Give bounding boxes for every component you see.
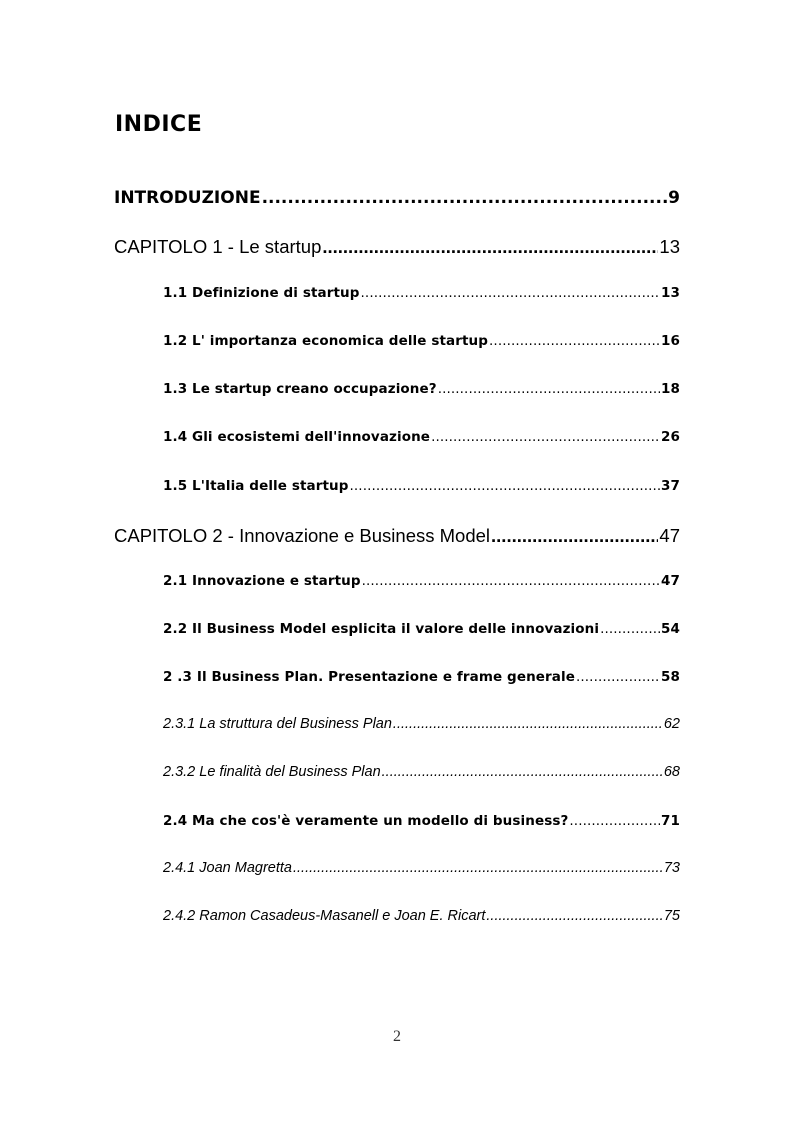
toc-entry-label: 2.4.2 Ramon Casadeus-Masanell e Joan E. Ricart [163,908,486,924]
dot-leader [393,716,663,732]
toc-entry-page: 9 [668,188,680,208]
toc-entry-page: 73 [663,860,680,876]
toc-entry-page: 54 [661,621,680,637]
toc-entry-label: 2.1 Innovazione e startup [163,573,361,589]
toc-entry-label: 1.5 L'Italia delle startup [163,478,349,494]
dot-leader [262,188,668,208]
toc-entry-label: 1.4 Gli ecosistemi dell'innovazione [163,429,431,445]
toc-entry-label: CAPITOLO 1 - Le startup [114,236,322,257]
toc-entry-label: 1.1 Definizione di startup [163,285,360,301]
toc-entry-label: 1.2 L' importanza economica delle startup [163,333,489,349]
toc-entry-2-1[interactable] [163,573,680,589]
page-title: INDICE [115,112,203,137]
dot-leader [486,908,662,924]
dot-leader [293,860,663,876]
dot-leader [382,764,663,780]
toc-entry-label: 2.3.2 Le finalità del Business Plan [163,764,381,780]
toc-entry-label: 2 .3 Il Business Plan. Presentazione e frame generale [163,669,575,685]
dot-leader [350,478,660,494]
toc-entry-label: 2.3.1 La struttura del Business Plan [163,716,392,732]
toc-entry-label: 1.3 Le startup creano occupazione? [163,381,437,397]
toc-entry-page: 58 [661,669,680,685]
toc-entry-page: 71 [661,813,680,829]
toc-entry-2-4-2[interactable] [163,908,680,924]
toc-entry-capitolo-1[interactable] [114,236,680,258]
toc-entry-label: 2.4 Ma che cos'è veramente un modello di business? [163,813,569,829]
toc-entry-2-3-1[interactable] [163,716,680,732]
toc-entry-introduzione[interactable] [114,188,680,208]
toc-entry-1-5[interactable] [163,478,680,494]
dot-leader [600,621,660,637]
toc-entry-label: INTRODUZIONE [114,188,261,208]
dot-leader [569,813,660,829]
toc-entry-page: 47 [661,573,680,589]
toc-entry-page: 26 [661,429,680,445]
toc-entry-page: 16 [661,333,680,349]
toc-entry-1-3[interactable] [163,381,680,397]
dot-leader [361,285,660,301]
toc-entry-page: 18 [661,381,680,397]
toc-entry-page: 13 [661,285,680,301]
dot-leader [438,381,660,397]
dot-leader [489,333,660,349]
dot-leader [322,236,658,258]
toc-entry-2-2[interactable] [163,621,680,637]
dot-leader [576,669,660,685]
toc-entry-2-3-2[interactable] [163,764,680,780]
toc-entry-label: 2.4.1 Joan Magretta [163,860,292,876]
toc-entry-capitolo-2[interactable] [114,525,680,547]
toc-entry-2-4-1[interactable] [163,860,680,876]
toc-entry-label: CAPITOLO 2 - Innovazione e Business Model [114,525,491,546]
page-number: 2 [393,1028,401,1045]
toc-entry-2-4[interactable] [163,813,680,829]
toc-entry-1-2[interactable] [163,333,680,349]
toc-entry-page: 13 [659,236,680,257]
toc-entry-page: 47 [659,525,680,546]
toc-entry-page: 37 [661,478,680,494]
dot-leader [491,525,658,547]
toc-entry-1-1[interactable] [163,285,680,301]
toc-entry-page: 68 [663,764,680,780]
toc-entry-2-3[interactable] [163,669,680,685]
toc-entry-page: 75 [663,908,680,924]
toc-entry-page: 62 [663,716,680,732]
toc-entry-label: 2.2 Il Business Model esplicita il valore delle innovazioni [163,621,600,637]
dot-leader [362,573,660,589]
toc-entry-1-4[interactable] [163,429,680,445]
dot-leader [431,429,660,445]
